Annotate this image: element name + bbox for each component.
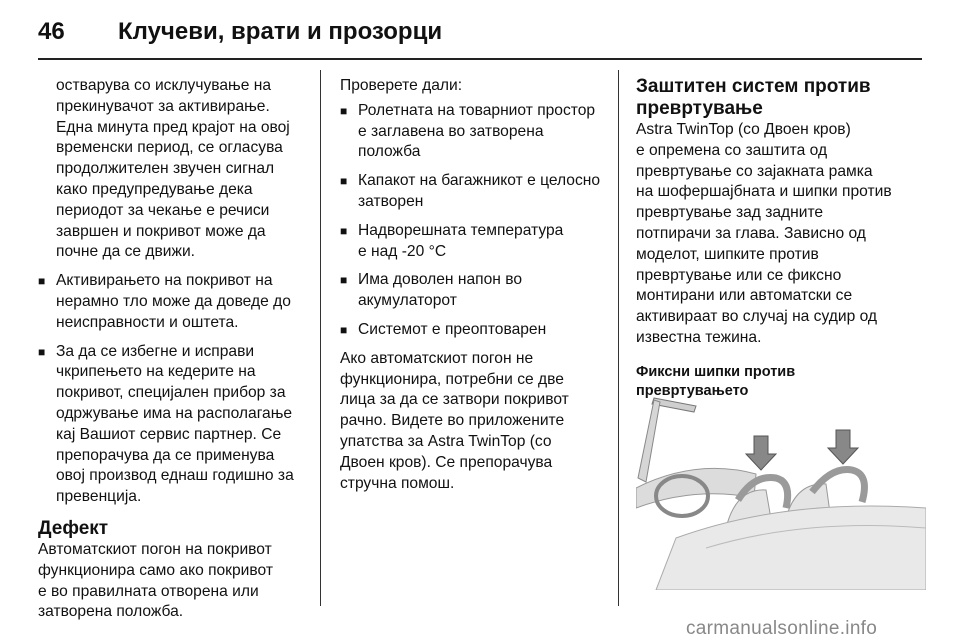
column-2 <box>340 76 608 494</box>
continued-paragraph: оствaрува со исклучување на прекинувачот за активирање. Една минута пред крајот на овој временски период, се огласува продолжителен звучен сигнал како предупредување дека периодот за чекање е речиси завршен и покривот може да почне да се движи. <box>56 77 290 261</box>
section-heading-rollover: Заштитен систем против превртување <box>636 76 871 119</box>
list-item: ■ Капакот на багажникот е целосно затворен <box>340 172 601 210</box>
bullet-square-icon: ■ <box>340 322 348 337</box>
bullet-square-icon: ■ <box>340 273 348 288</box>
column-1 <box>38 76 302 623</box>
manual-close-paragraph: Ако автоматскиот погон не функционира, потребни се две лица за да се затвори покривот рачно. Видете во приложените упатства за Astra TwinTop (со Двоен кров). Се препорачува стручна помош. <box>340 349 569 492</box>
list-item: ■ Има доволен напон во акумулаторот <box>340 271 522 310</box>
bullet-list <box>38 271 302 508</box>
check-intro: Проверете дали: <box>340 77 463 94</box>
rollover-bars-illustration <box>636 378 926 590</box>
bullet-square-icon: ■ <box>38 274 46 289</box>
header-rule <box>38 58 922 60</box>
column-divider-2 <box>618 70 619 606</box>
list-item: ■ Системот е преоптоварен <box>340 320 608 341</box>
list-item: ■ Ролетната на товарниот простор е заглавена во затворена положба <box>340 101 596 161</box>
page-header <box>38 18 918 52</box>
defect-paragraph: Автоматскиот погон на покривот функционира само ако покривот е во правилната отворена или затворена положба. <box>38 540 273 621</box>
page-number: 46 <box>38 18 65 45</box>
section-heading-defect: Дефект <box>38 517 109 539</box>
bullet-square-icon: ■ <box>38 344 46 359</box>
bullet-square-icon: ■ <box>340 174 348 189</box>
column-3 <box>636 76 930 401</box>
watermark: carmanualsonline.info <box>686 618 878 639</box>
list-item: ■ За да се избегне и исправи чкрипењето на кедерите на покривот, специјален прибор за одржување има на располагање кај Вашиот сервис партнер. Се препорачува да се применува овој производ еднаш годишно за превенција. <box>38 342 294 506</box>
list-item: ■ Активирањето на покривот на нерамно тло може да доведе до неисправности и оштета. <box>38 272 291 331</box>
page-title: Клучеви, врати и прозорци <box>118 18 443 45</box>
rollover-paragraph: Astra TwinTop (со Двоен кров) е опремена со заштита од превртување со зајакната рамка на шофершајбната и шипки против превртување зад задните потпирачи за глава. Зависно од моделот, шипките против превртување или се фиксно монтирани или автоматски се активираат во случај на судир од известна тежина. <box>636 121 892 346</box>
column-divider-1 <box>320 70 321 606</box>
bullet-square-icon: ■ <box>340 223 348 238</box>
bullet-square-icon: ■ <box>340 103 348 118</box>
list-item: ■ Надворешната температура е над -20 °C <box>340 221 564 260</box>
check-list <box>340 101 608 341</box>
subheading-fixed-bars: Фиксни шипки против превртувањето <box>636 363 796 399</box>
